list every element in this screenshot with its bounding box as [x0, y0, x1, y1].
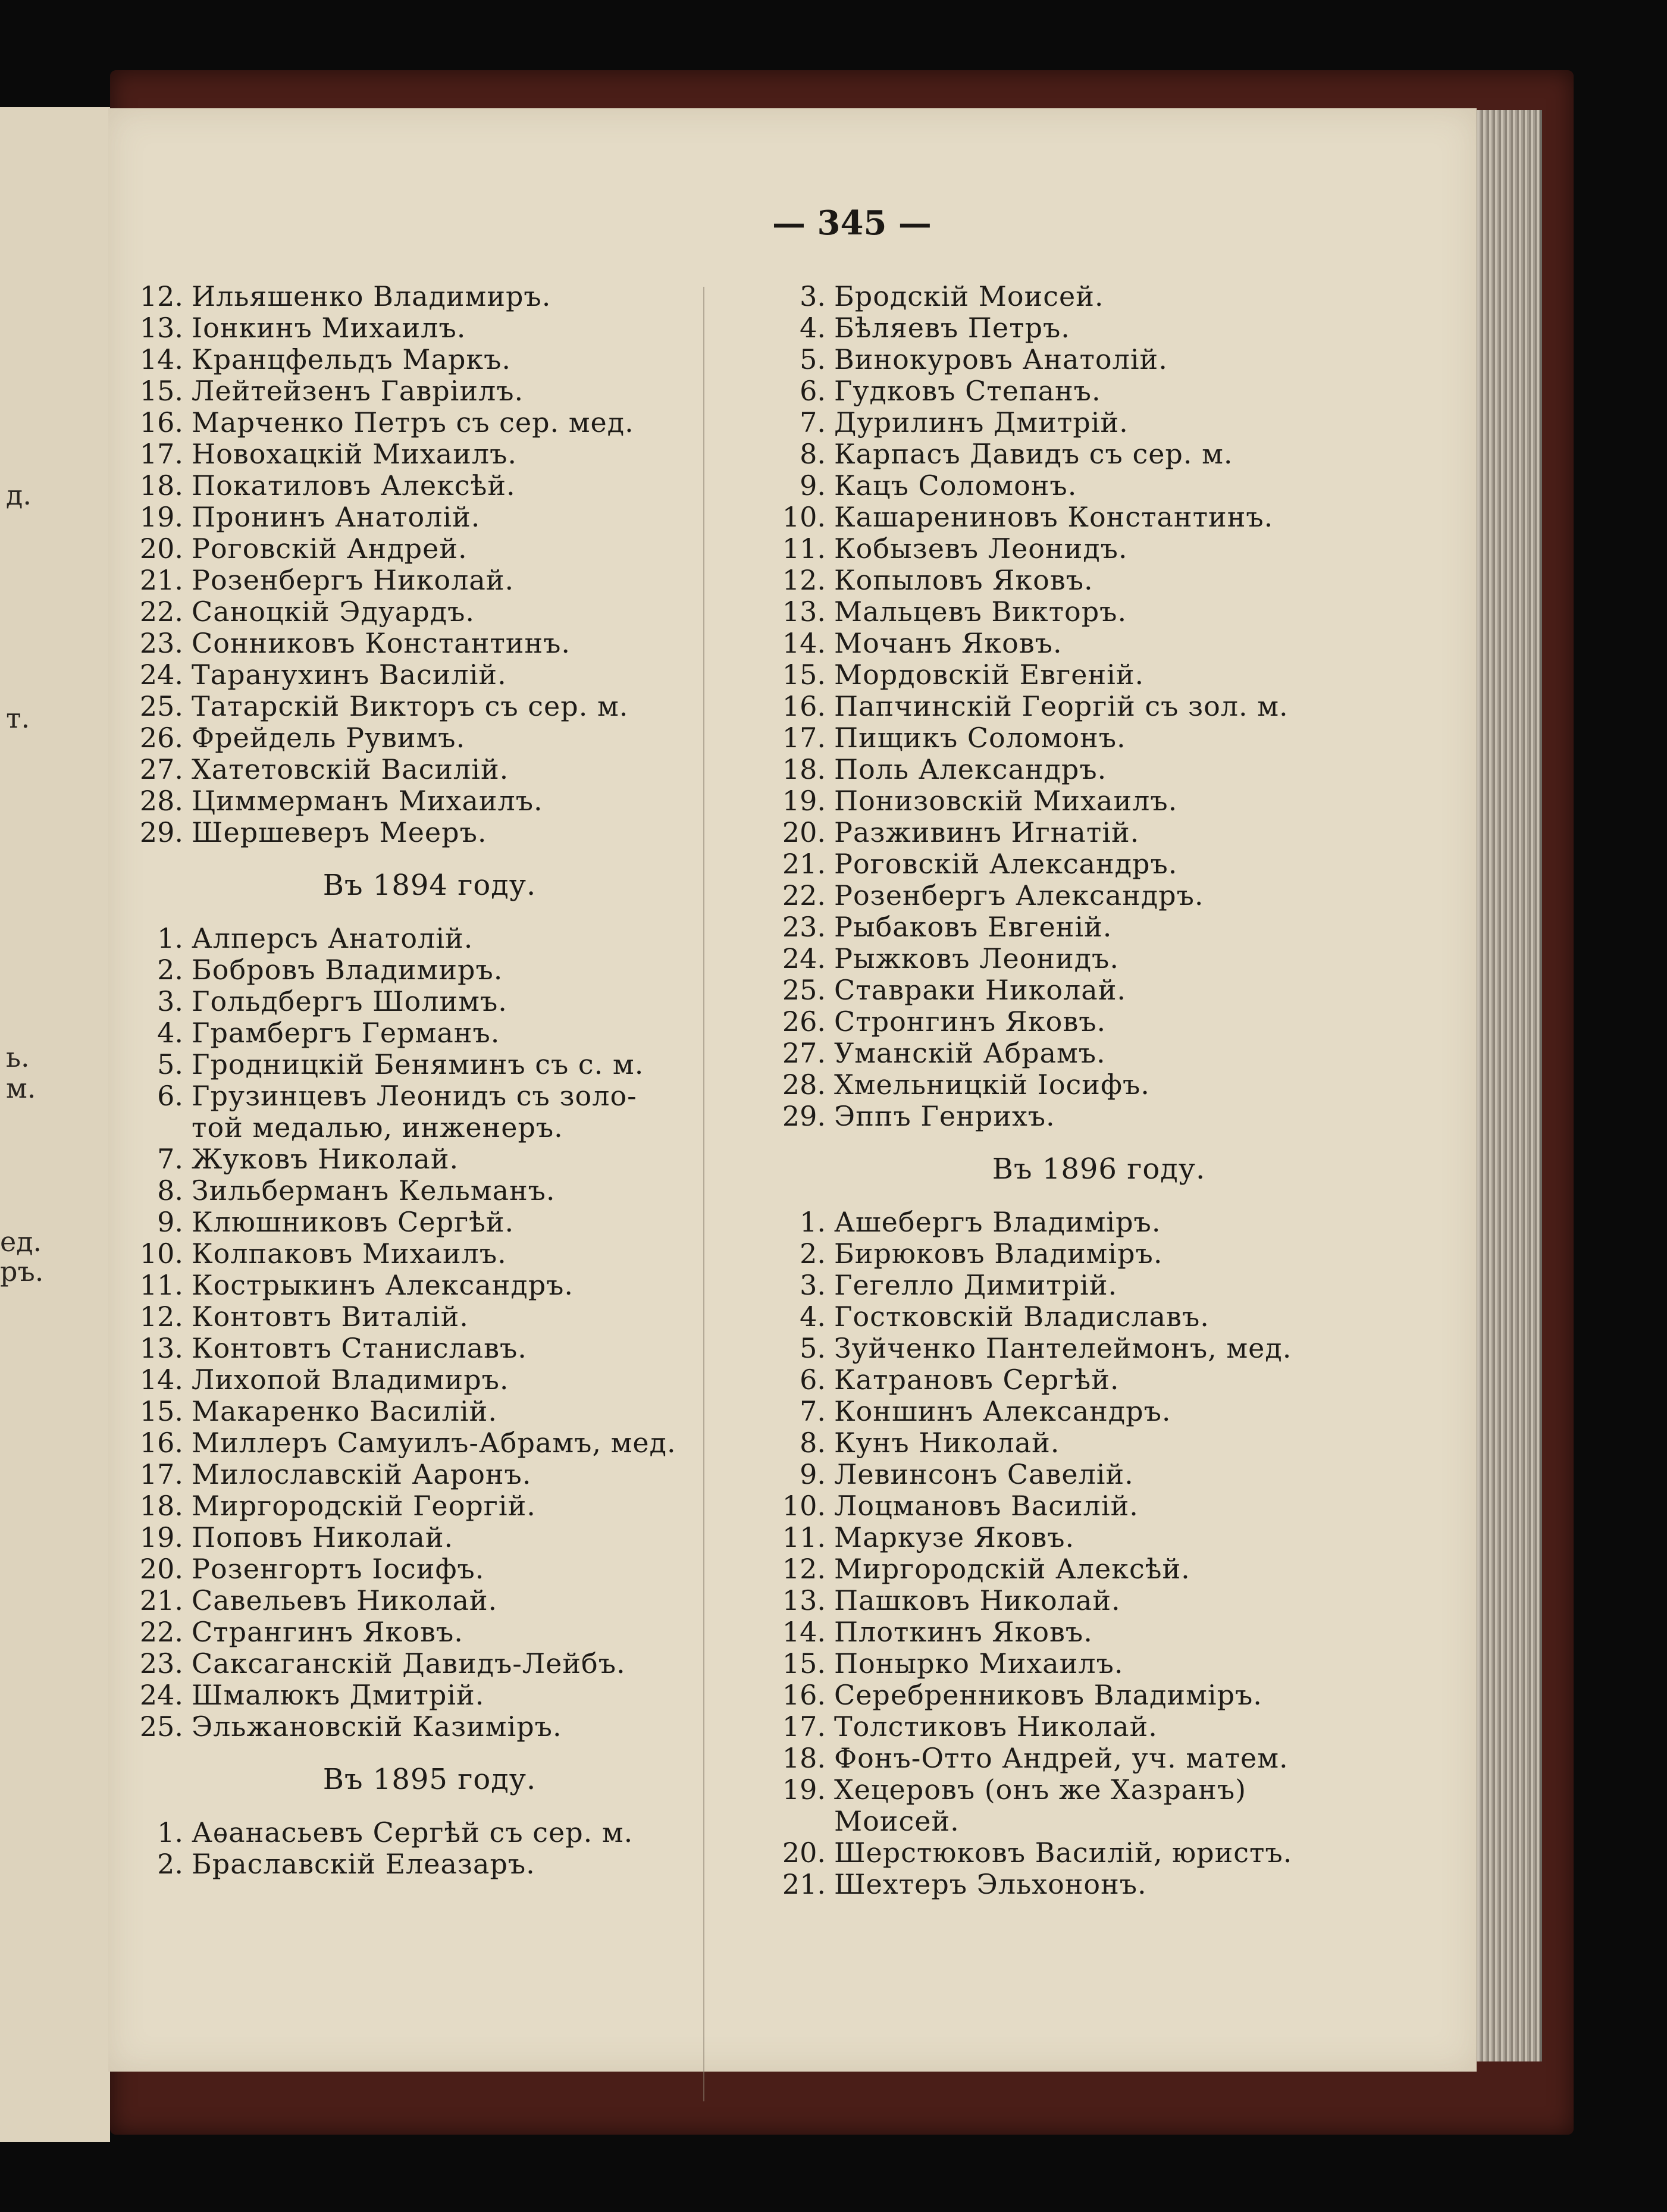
list-item — [132, 344, 754, 375]
list-item — [132, 659, 754, 691]
entry-name: Хатетовскій Василій. — [192, 753, 509, 785]
entry-number: 19. — [782, 785, 826, 817]
entry-name: Хецеровъ (онъ же Хазранъ) — [834, 1774, 1247, 1806]
list-item — [132, 407, 754, 438]
entry-number: 19. — [782, 1774, 826, 1806]
entry-number: 16. — [139, 1427, 183, 1459]
list-item — [132, 1427, 754, 1459]
entry-number: 29. — [139, 816, 183, 848]
list-item — [751, 1301, 1447, 1333]
list-item — [132, 438, 754, 470]
entry-number: 24. — [782, 942, 826, 975]
entry-name: Кунъ Николай. — [834, 1427, 1060, 1459]
right-column — [751, 281, 1447, 1900]
list-item — [132, 691, 754, 722]
entry-name: Поль Александръ. — [834, 753, 1107, 785]
entry-name: Гегелло Димитрій. — [834, 1269, 1118, 1301]
list-item — [132, 1080, 754, 1112]
list-item — [751, 754, 1447, 785]
entry-number: 19. — [139, 501, 183, 533]
entry-number: 28. — [782, 1069, 826, 1101]
list-item — [751, 344, 1447, 375]
entry-name: Кострыкинъ Александръ. — [192, 1269, 574, 1301]
list-item — [132, 1017, 754, 1049]
entry-number: 22. — [139, 596, 183, 628]
entry-number: 6. — [800, 375, 826, 407]
prev-page-fragment: ед. — [0, 1226, 42, 1258]
entry-name: Маркузе Яковъ. — [834, 1521, 1075, 1553]
entry-number: 6. — [800, 1364, 826, 1396]
list-item — [751, 880, 1447, 911]
entry-name: Моисей. — [834, 1805, 960, 1837]
list-item — [751, 659, 1447, 691]
entry-name: Аѳанасьевъ Сергѣй съ сер. м. — [192, 1816, 634, 1848]
entry-name: Катрановъ Сергѣй. — [834, 1364, 1120, 1396]
list-item — [132, 502, 754, 533]
entry-name: Фонъ-Отто Андрей, уч. матем. — [834, 1742, 1289, 1774]
entry-number: 2. — [157, 954, 183, 986]
list-item — [132, 1143, 754, 1175]
book-page — [108, 108, 1477, 2072]
list-item — [751, 1585, 1447, 1616]
list-item — [751, 312, 1447, 344]
entry-number: 18. — [782, 753, 826, 785]
list-item — [751, 1743, 1447, 1774]
entry-number: 6. — [157, 1080, 183, 1112]
list-item — [132, 954, 754, 986]
entry-name: Милославскій Ааронъ. — [192, 1458, 532, 1490]
list-item — [132, 754, 754, 785]
list-item — [751, 1427, 1447, 1459]
entry-name: Стронгинъ Яковъ. — [834, 1005, 1107, 1038]
entry-name: Понырко Михаилъ. — [834, 1647, 1124, 1680]
entry-number: 4. — [157, 1017, 183, 1049]
entry-name: Миргородскій Алексѣй. — [834, 1553, 1190, 1585]
entry-number: 20. — [139, 532, 183, 565]
entry-name: Толстиковъ Николай. — [834, 1710, 1158, 1743]
entry-name: Лейтейзенъ Гавріилъ. — [192, 375, 524, 407]
list-item — [751, 1774, 1447, 1806]
entry-name: Бродскій Моисей. — [834, 280, 1104, 312]
entry-number: 18. — [139, 469, 183, 502]
entry-name: Покатиловъ Алексѣй. — [192, 469, 516, 502]
entry-name: Кашарениновъ Константинъ. — [834, 501, 1274, 533]
entry-number: 7. — [800, 406, 826, 438]
list-item — [751, 1648, 1447, 1680]
entry-number: 27. — [782, 1037, 826, 1069]
entry-number: 9. — [157, 1206, 183, 1238]
entry-name: Циммерманъ Михаилъ. — [192, 785, 543, 817]
entry-name: Гольдбергъ Шолимъ. — [192, 985, 507, 1017]
list-item — [751, 1553, 1447, 1585]
entry-number: 26. — [782, 1005, 826, 1038]
entry-name: Зильберманъ Кельманъ. — [192, 1174, 556, 1207]
entry-number: 18. — [139, 1490, 183, 1522]
list-item — [751, 1006, 1447, 1038]
entry-number: 16. — [139, 406, 183, 438]
entry-name: Жуковъ Николай. — [192, 1143, 459, 1175]
entry-number: 22. — [782, 879, 826, 911]
entry-name: Іонкинъ Михаилъ. — [192, 312, 466, 344]
entry-name: Странгинъ Яковъ. — [192, 1616, 463, 1648]
entry-name: Розенгортъ Іосифъ. — [192, 1553, 485, 1585]
list-item — [751, 1869, 1447, 1900]
entry-number: 14. — [139, 1364, 183, 1396]
entry-name: Миргородскій Георгій. — [192, 1490, 536, 1522]
entry-name: Контовтъ Виталій. — [192, 1301, 469, 1333]
list-item — [751, 848, 1447, 880]
entry-number: 23. — [782, 911, 826, 943]
list-item — [751, 281, 1447, 312]
entry-number: 9. — [800, 469, 826, 502]
entry-name: Сонниковъ Константинъ. — [192, 627, 571, 659]
list-item — [751, 1616, 1447, 1648]
entry-name: Копыловъ Яковъ. — [834, 564, 1093, 596]
list-item — [132, 1522, 754, 1553]
entry-number: 13. — [782, 596, 826, 628]
list-item — [751, 691, 1447, 722]
list-item — [132, 596, 754, 628]
entry-name: Поповъ Николай. — [192, 1521, 454, 1553]
list-item — [132, 281, 754, 312]
entry-name: Саноцкій Эдуардъ. — [192, 596, 475, 628]
list-item — [132, 1175, 754, 1207]
entry-name: Ашебергъ Владиміръ. — [834, 1206, 1161, 1238]
entry-number: 15. — [782, 659, 826, 691]
entry-number: 5. — [157, 1048, 183, 1080]
list-item-continuation — [132, 1112, 754, 1143]
list-item — [132, 1711, 754, 1743]
entry-number: 10. — [782, 501, 826, 533]
entry-name: Алперсъ Анатолій. — [192, 922, 474, 954]
entry-number: 23. — [139, 627, 183, 659]
entry-name: Ставраки Николай. — [834, 974, 1127, 1006]
entry-number: 13. — [139, 312, 183, 344]
list-item — [132, 1616, 754, 1648]
list-item — [751, 785, 1447, 817]
prev-page-fragment: ь. — [6, 1041, 30, 1073]
list-item — [132, 565, 754, 596]
entry-number: 12. — [782, 1553, 826, 1585]
entry-number: 21. — [139, 1584, 183, 1616]
entry-number: 22. — [139, 1616, 183, 1648]
entry-name: Клюшниковъ Сергѣй. — [192, 1206, 515, 1238]
entry-name: Дурилинъ Дмитрій. — [834, 406, 1129, 438]
entry-number: 8. — [800, 438, 826, 470]
list-item — [132, 628, 754, 659]
prev-page-fragment: м. — [6, 1072, 36, 1104]
list-item — [132, 1333, 754, 1364]
entry-number: 27. — [139, 753, 183, 785]
entry-number: 2. — [157, 1848, 183, 1880]
entry-name: Серебренниковъ Владиміръ. — [834, 1679, 1262, 1711]
entry-number: 26. — [139, 722, 183, 754]
left-column — [132, 281, 754, 1880]
list-item — [751, 502, 1447, 533]
entry-number: 25. — [139, 690, 183, 722]
entry-number: 12. — [139, 280, 183, 312]
prev-page-fragment: т. — [6, 702, 30, 734]
entry-name: той медалью, инженеръ. — [192, 1111, 563, 1143]
list-item — [132, 1364, 754, 1396]
entry-name: Пищикъ Соломонъ. — [834, 722, 1126, 754]
list-item — [751, 628, 1447, 659]
entry-number: 23. — [139, 1647, 183, 1680]
list-item — [751, 1522, 1447, 1553]
list-item — [751, 375, 1447, 407]
entry-number: 21. — [139, 564, 183, 596]
list-item — [751, 1396, 1447, 1427]
entry-name: Шехтеръ Эльхононъ. — [834, 1868, 1147, 1900]
list-item — [132, 1585, 754, 1616]
entry-name: Макаренко Василій. — [192, 1395, 497, 1427]
year-heading: Въ 1894 году. — [322, 869, 537, 902]
entry-name: Коншинъ Александръ. — [834, 1395, 1171, 1427]
entry-name: Эппъ Генрихъ. — [834, 1100, 1055, 1132]
entry-number: 20. — [782, 1837, 826, 1869]
entry-number: 4. — [800, 312, 826, 344]
list-item — [132, 470, 754, 502]
entry-name: Фрейдель Рувимъ. — [192, 722, 466, 754]
list-item — [132, 986, 754, 1017]
entry-name: Лоцмановъ Василій. — [834, 1490, 1139, 1522]
list-item — [132, 1553, 754, 1585]
entry-number: 18. — [782, 1742, 826, 1774]
entry-number: 10. — [782, 1490, 826, 1522]
entry-name: Уманскій Абрамъ. — [834, 1037, 1106, 1069]
entry-name: Пашковъ Николай. — [834, 1584, 1121, 1616]
entry-number: 12. — [139, 1301, 183, 1333]
entry-name: Зуйченко Пантелеймонъ, мед. — [834, 1332, 1292, 1364]
list-item — [751, 470, 1447, 502]
entry-number: 11. — [782, 532, 826, 565]
list-item — [751, 1711, 1447, 1743]
entry-name: Савельевъ Николай. — [192, 1584, 498, 1616]
year-heading: Въ 1895 году. — [322, 1763, 537, 1796]
entry-name: Розенбергъ Николай. — [192, 564, 515, 596]
entry-name: Гудковъ Степанъ. — [834, 375, 1101, 407]
entry-name: Шерстюковъ Василій, юристъ. — [834, 1837, 1293, 1869]
list-item — [751, 1207, 1447, 1238]
entry-number: 3. — [800, 1269, 826, 1301]
entry-name: Шершеверъ Мееръ. — [192, 816, 487, 848]
entry-number: 17. — [139, 1458, 183, 1490]
entry-number: 25. — [782, 974, 826, 1006]
entry-name: Винокуровъ Анатолій. — [834, 343, 1168, 375]
list-item — [132, 1817, 754, 1848]
list-item — [751, 943, 1447, 975]
list-item — [751, 1490, 1447, 1522]
entry-name: Роговскій Александръ. — [834, 848, 1178, 880]
entry-number: 17. — [782, 722, 826, 754]
entry-number: 5. — [800, 1332, 826, 1364]
entry-number: 16. — [782, 1679, 826, 1711]
entry-number: 24. — [139, 659, 183, 691]
entry-name: Розенбергъ Александръ. — [834, 879, 1204, 911]
entry-name: Гостковскій Владиславъ. — [834, 1301, 1209, 1333]
list-item — [751, 438, 1447, 470]
list-item — [751, 1364, 1447, 1396]
entry-number: 8. — [157, 1174, 183, 1207]
list-item — [751, 1270, 1447, 1301]
list-item — [132, 533, 754, 565]
entry-name: Рыжковъ Леонидъ. — [834, 942, 1119, 975]
list-item — [751, 596, 1447, 628]
entry-name: Ильяшенко Владимиръ. — [192, 280, 552, 312]
entry-name: Грузинцевъ Леонидъ съ золо- — [192, 1080, 637, 1112]
list-item — [132, 1207, 754, 1238]
year-heading: Въ 1896 году. — [992, 1152, 1206, 1186]
list-item — [132, 1848, 754, 1880]
entry-name: Понизовскій Михаилъ. — [834, 785, 1178, 817]
list-item — [751, 1680, 1447, 1711]
entry-number: 21. — [782, 848, 826, 880]
entry-number: 25. — [139, 1710, 183, 1743]
entry-number: 19. — [139, 1521, 183, 1553]
entry-name: Рыбаковъ Евгеній. — [834, 911, 1113, 943]
list-item — [751, 911, 1447, 943]
list-item — [132, 1301, 754, 1333]
list-item — [132, 722, 754, 754]
list-item — [751, 817, 1447, 848]
entry-number: 7. — [157, 1143, 183, 1175]
entry-number: 15. — [139, 1395, 183, 1427]
entry-name: Хмельницкій Іосифъ. — [834, 1069, 1150, 1101]
entry-number: 21. — [782, 1868, 826, 1900]
entry-name: Шмалюкъ Дмитрій. — [192, 1679, 485, 1711]
entry-number: 10. — [139, 1237, 183, 1270]
entry-number: 17. — [782, 1710, 826, 1743]
entry-name: Новохацкій Михаилъ. — [192, 438, 517, 470]
list-item — [132, 1270, 754, 1301]
entry-number: 3. — [800, 280, 826, 312]
entry-name: Бирюковъ Владиміръ. — [834, 1237, 1163, 1270]
list-item — [751, 1837, 1447, 1869]
list-item — [132, 1049, 754, 1080]
list-item — [751, 407, 1447, 438]
entry-name: Браславскій Елеазаръ. — [192, 1848, 535, 1880]
list-item — [132, 1459, 754, 1490]
entry-name: Миллеръ Самуилъ-Абрамъ, мед. — [192, 1427, 676, 1459]
entry-name: Кацъ Соломонъ. — [834, 469, 1077, 502]
list-item-continuation — [751, 1806, 1447, 1837]
previous-page — [0, 107, 110, 2142]
list-item — [751, 1238, 1447, 1270]
entry-number: 3. — [157, 985, 183, 1017]
entry-name: Роговскій Андрей. — [192, 532, 468, 565]
prev-page-fragment: д. — [6, 479, 32, 511]
list-item — [751, 1333, 1447, 1364]
entry-number: 20. — [139, 1553, 183, 1585]
list-item — [132, 312, 754, 344]
entry-number: 1. — [157, 1816, 183, 1848]
entry-number: 4. — [800, 1301, 826, 1333]
entry-number: 15. — [782, 1647, 826, 1680]
entry-name: Папчинскій Георгій съ зол. м. — [834, 690, 1289, 722]
entry-number: 13. — [782, 1584, 826, 1616]
entry-name: Бобровъ Владимиръ. — [192, 954, 503, 986]
entry-number: 14. — [782, 627, 826, 659]
list-item — [751, 1069, 1447, 1101]
entry-number: 20. — [782, 816, 826, 848]
page-edges — [1469, 110, 1542, 2061]
list-item — [132, 1396, 754, 1427]
entry-name: Мальцевъ Викторъ. — [834, 596, 1127, 628]
entry-number: 16. — [782, 690, 826, 722]
list-item — [751, 533, 1447, 565]
entry-number: 11. — [782, 1521, 826, 1553]
list-item — [751, 1101, 1447, 1132]
list-item — [132, 1648, 754, 1680]
list-item — [751, 1038, 1447, 1069]
entry-name: Лихопой Владимиръ. — [192, 1364, 509, 1396]
list-item — [132, 1490, 754, 1522]
prev-page-fragment: ръ. — [0, 1255, 44, 1287]
entry-number: 14. — [782, 1616, 826, 1648]
entry-name: Контовтъ Станиславъ. — [192, 1332, 527, 1364]
entry-number: 24. — [139, 1679, 183, 1711]
entry-name: Татарскій Викторъ съ сер. м. — [192, 690, 629, 722]
entry-number: 8. — [800, 1427, 826, 1459]
entry-name: Грамбергъ Германъ. — [192, 1017, 500, 1049]
list-item — [132, 785, 754, 817]
entry-name: Карпасъ Давидъ съ сер. м. — [834, 438, 1233, 470]
entry-number: 14. — [139, 343, 183, 375]
entry-number: 11. — [139, 1269, 183, 1301]
entry-name: Бѣляевъ Петръ. — [834, 312, 1070, 344]
entry-name: Саксаганскій Давидъ-Лейбъ. — [192, 1647, 626, 1680]
list-item — [132, 1238, 754, 1270]
entry-number: 1. — [157, 922, 183, 954]
entry-number: 9. — [800, 1458, 826, 1490]
entry-number: 2. — [800, 1237, 826, 1270]
entry-name: Эльжановскій Казиміръ. — [192, 1710, 562, 1743]
entry-number: 28. — [139, 785, 183, 817]
list-item — [132, 923, 754, 954]
entry-name: Разживинъ Игнатій. — [834, 816, 1140, 848]
entry-name: Плоткинъ Яковъ. — [834, 1616, 1093, 1648]
entry-number: 5. — [800, 343, 826, 375]
entry-name: Кобызевъ Леонидъ. — [834, 532, 1128, 565]
entry-name: Колпаковъ Михаилъ. — [192, 1237, 507, 1270]
entry-name: Марченко Петръ съ сер. мед. — [192, 406, 634, 438]
entry-name: Кранцфельдъ Маркъ. — [192, 343, 512, 375]
list-item — [132, 817, 754, 848]
entry-number: 1. — [800, 1206, 826, 1238]
list-item — [751, 565, 1447, 596]
entry-name: Мочанъ Яковъ. — [834, 627, 1063, 659]
list-item — [132, 1680, 754, 1711]
entry-number: 12. — [782, 564, 826, 596]
list-item — [751, 975, 1447, 1006]
entry-number: 13. — [139, 1332, 183, 1364]
list-item — [751, 722, 1447, 754]
entry-number: 17. — [139, 438, 183, 470]
entry-name: Пронинъ Анатолій. — [192, 501, 481, 533]
entry-number: 7. — [800, 1395, 826, 1427]
list-item — [751, 1459, 1447, 1490]
page-number: — 345 — — [772, 203, 932, 243]
entry-number: 15. — [139, 375, 183, 407]
entry-name: Таранухинъ Василій. — [192, 659, 507, 691]
entry-number: 29. — [782, 1100, 826, 1132]
list-item — [132, 375, 754, 407]
entry-name: Мордовскій Евгеній. — [834, 659, 1145, 691]
entry-name: Гродницкій Беняминъ съ с. м. — [192, 1048, 644, 1080]
entry-name: Левинсонъ Савелій. — [834, 1458, 1134, 1490]
